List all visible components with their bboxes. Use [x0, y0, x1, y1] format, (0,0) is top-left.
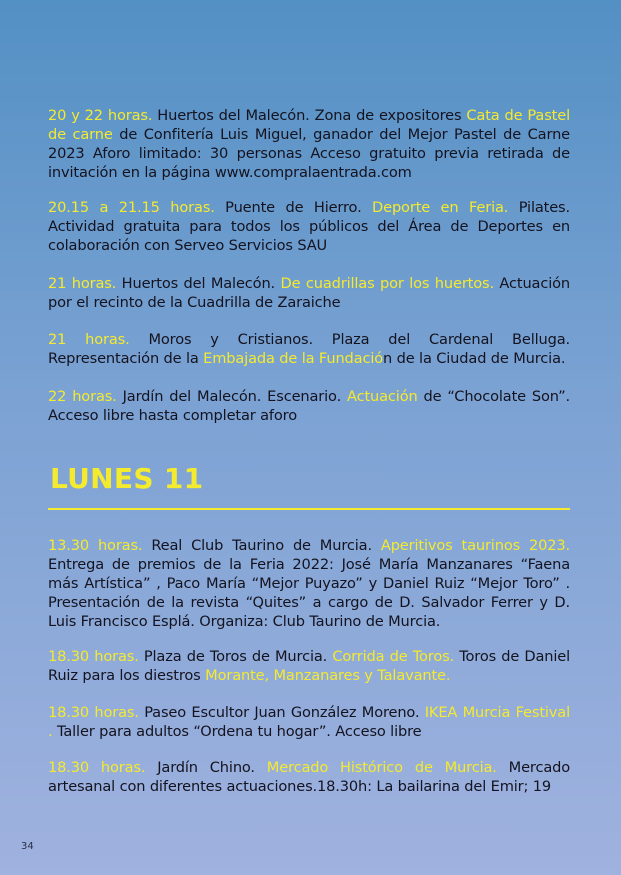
event-text: Paseo Escultor Juan González Moreno. [138, 704, 425, 721]
event-text: Huertos del Malecón. [116, 275, 281, 292]
event-text: Plaza de Toros de Murcia. [138, 648, 333, 665]
event-text: Mercado artesanal con diferentes actuaciones.18.30h: La bailarina del Emir; 19 [48, 759, 571, 795]
event-highlight: Mercado Histórico de Murcia. [266, 759, 497, 776]
event-time: 18.30 horas. [48, 704, 139, 721]
event-highlight: Corrida de Toros. [332, 648, 455, 665]
event-text: Taller para adultos “Ordena tu hogar”. Acceso libre [52, 723, 422, 740]
event-entry [48, 274, 570, 312]
event-highlight: Morante, Manzanares y Talavante. [205, 667, 451, 684]
event-entry [48, 387, 570, 425]
event-text: Actuación por el recinto de la Cuadrilla de Zaraiche [48, 275, 570, 311]
event-time: 18.30 horas. [48, 759, 146, 776]
event-text: Real Club Taurino de Murcia. [142, 537, 381, 554]
event-highlight: Embajada de la Fundació [203, 350, 384, 367]
event-entry [48, 536, 570, 631]
event-text: de Confitería Luis Miguel, ganador del Mejor Pastel de Carne 2023 Aforo limitado: 30 personas Acceso gratuito previa retirada de invitación en la página www.compralaentrada.com [48, 126, 570, 181]
event-entry [48, 106, 570, 182]
event-time: 21 horas. [48, 275, 117, 292]
event-entry [48, 703, 570, 741]
event-time: 22 horas. [48, 388, 117, 405]
event-entry [48, 758, 570, 796]
page-number: 34 [21, 841, 34, 852]
heading-underline [48, 508, 570, 510]
event-text: Pilates. Actividad gratuita para todos los públicos del Área de Deportes en colaboración con Serveo Servicios SAU [48, 199, 571, 254]
event-highlight: Actuación [347, 388, 418, 405]
event-text: Jardín del Malecón. Escenario. [116, 388, 347, 405]
event-time: 13.30 horas. [48, 537, 143, 554]
event-text: Huertos del Malecón. Zona de expositores [152, 107, 467, 124]
event-highlight: De cuadrillas por los huertos. [280, 275, 494, 292]
event-text: n de la Ciudad de Murcia. [383, 350, 566, 367]
event-text: de “Chocolate Son”. Acceso libre hasta completar aforo [48, 388, 570, 424]
event-text: Puente de Hierro. [214, 199, 373, 216]
event-text: Moros y Cristianos. Plaza del Cardenal Belluga. Representación de la [48, 331, 570, 367]
event-highlight: Deporte en Feria. [372, 199, 509, 216]
event-entry [48, 330, 570, 368]
event-text: Toros de Daniel Ruiz para los diestros [48, 648, 570, 684]
event-text: Jardín Chino. [145, 759, 267, 776]
event-entry [48, 198, 570, 255]
event-highlight: IKEA Murcia Festival . [48, 704, 570, 740]
event-text: Entrega de premios de la Feria 2022: José María Manzanares “Faena más Artística” , Paco María “Mejor Puyazo” y Daniel Ruiz “Mejor Toro” . Presentación de la revista “Quites” a cargo de D. Salvador Ferrer y D. Luis Francisco Esplá. Organiza: Club Taurino de Murcia. [48, 556, 570, 630]
event-entry [48, 647, 570, 685]
event-time: 18.30 horas. [48, 648, 139, 665]
event-highlight: Cata de Pastel de carne [48, 107, 570, 143]
event-time: 20.15 a 21.15 horas. [48, 199, 215, 216]
event-time: 21 horas. [48, 331, 130, 348]
day-heading: LUNES 11 [50, 462, 204, 495]
event-highlight: Aperitivos taurinos 2023. [380, 537, 570, 554]
event-time: 20 y 22 horas. [48, 107, 153, 124]
